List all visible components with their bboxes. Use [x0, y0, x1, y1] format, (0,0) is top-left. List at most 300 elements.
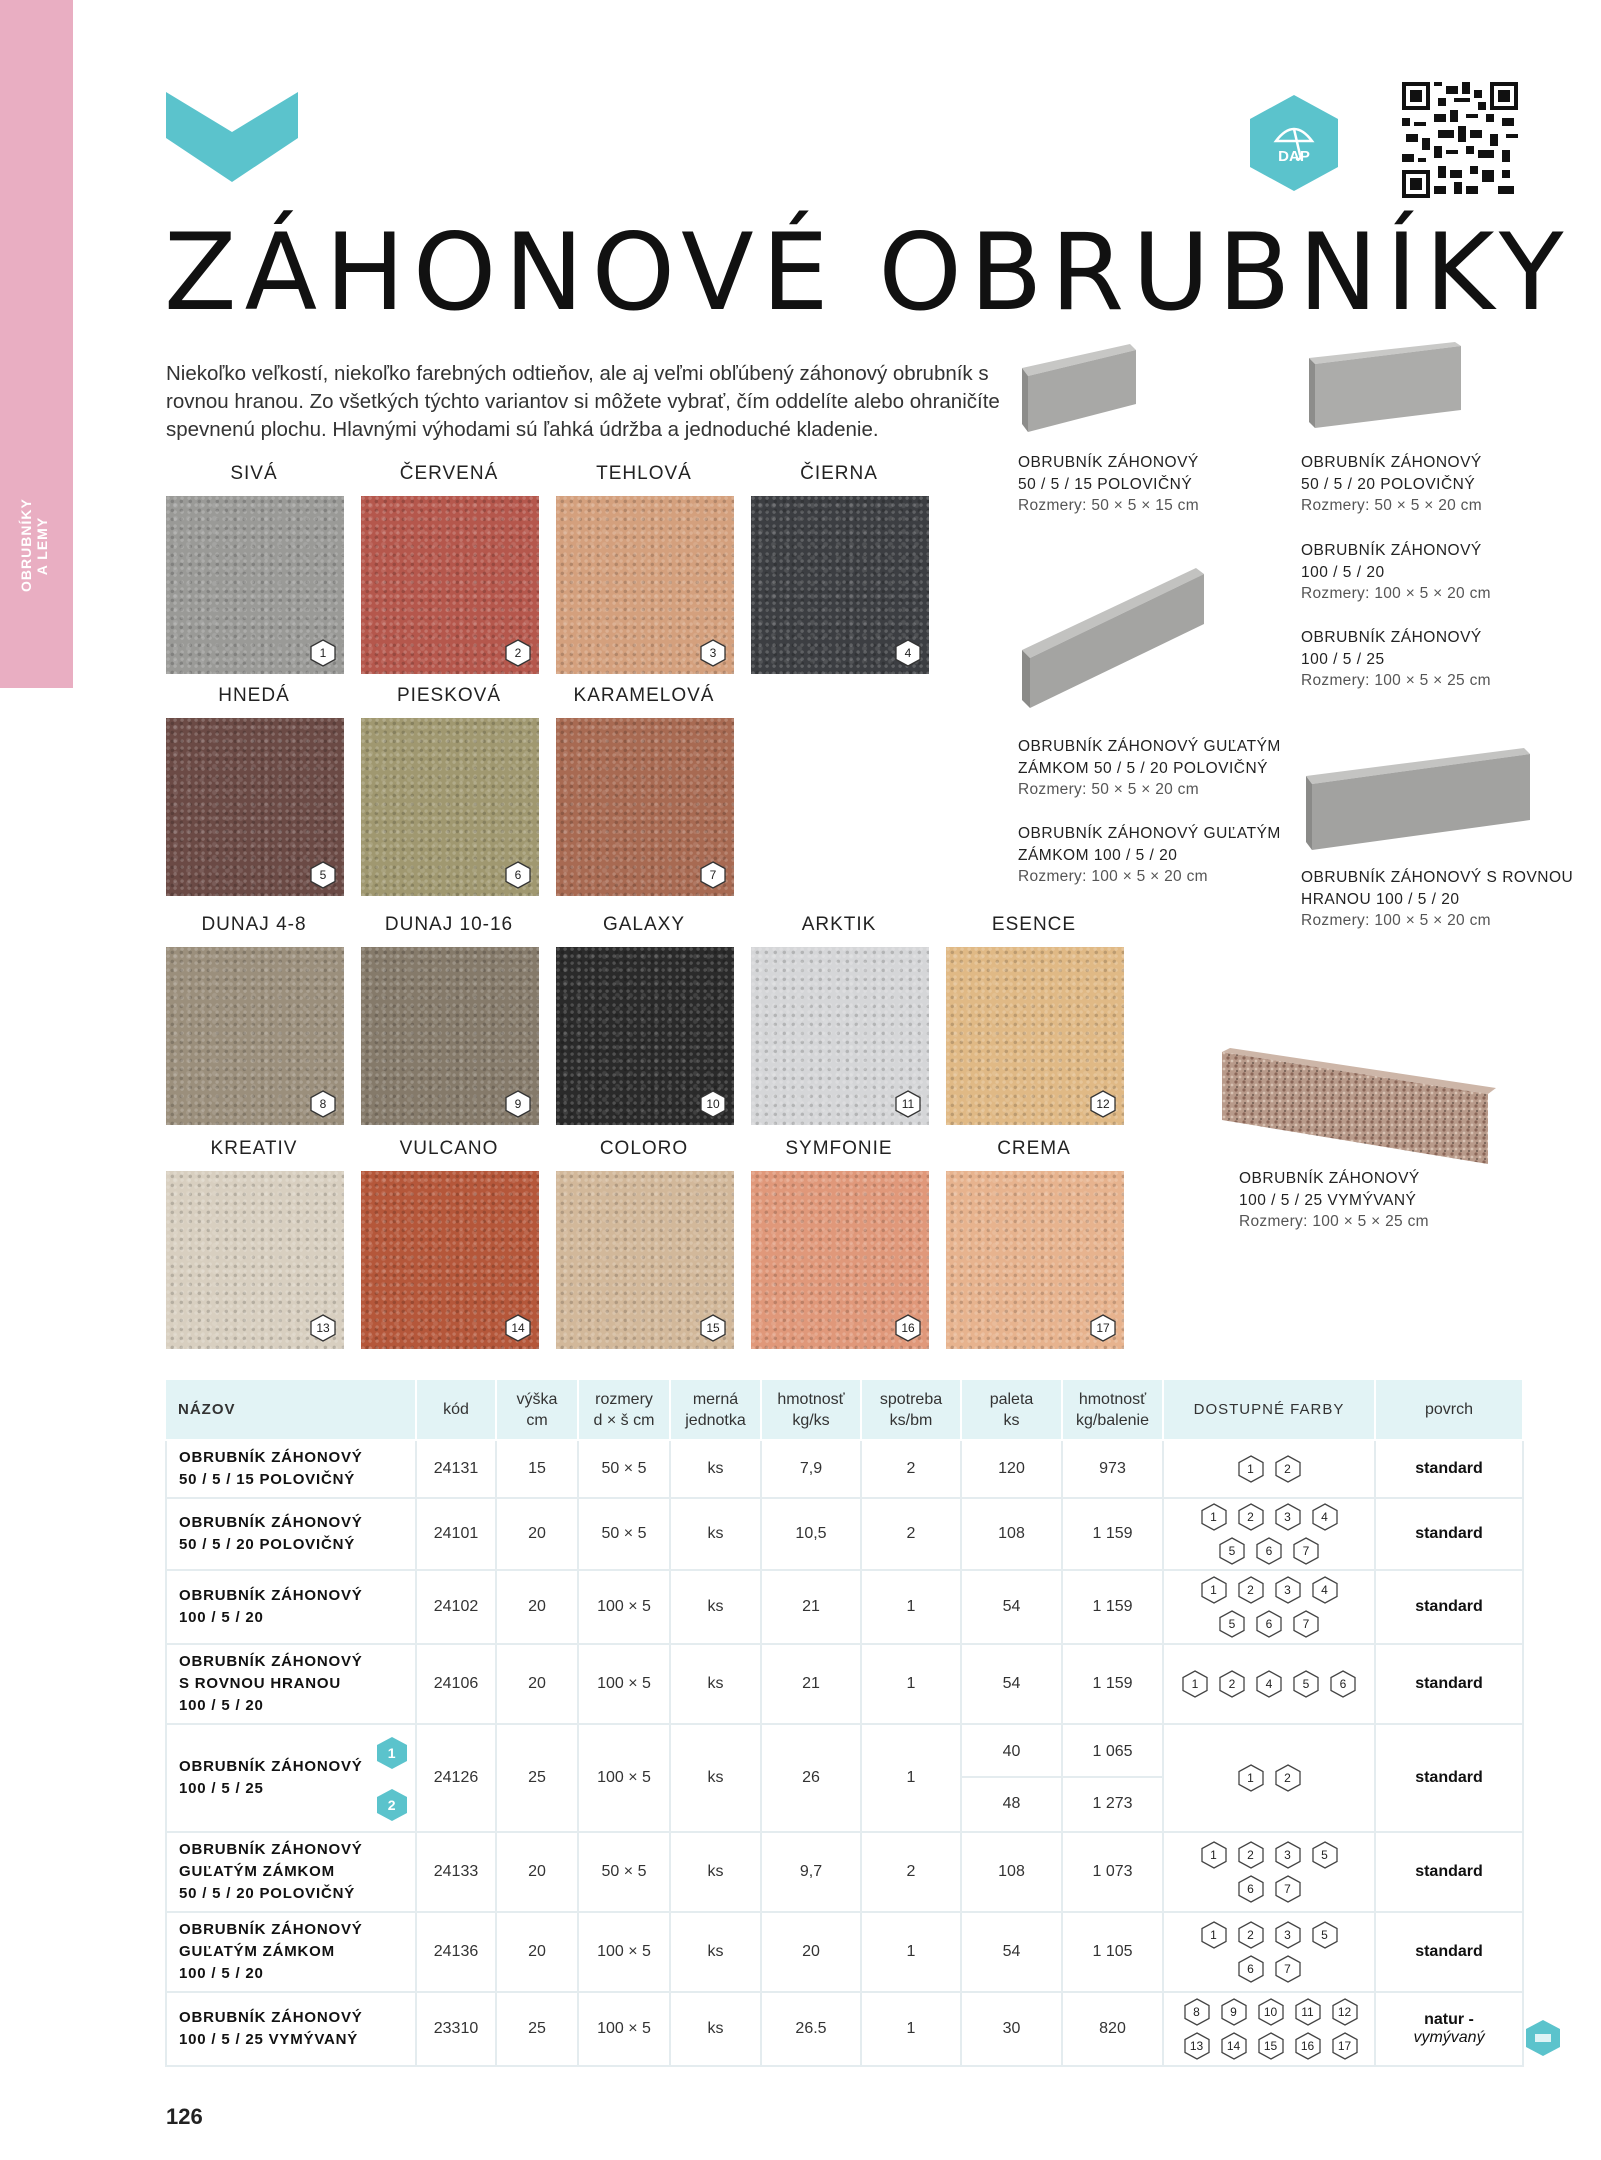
row-name: OBRUBNÍK ZÁHONOVÝ GUĽATÝM ZÁMKOM 100 / 5 / 20	[179, 1921, 363, 1982]
surface-note: vymývaný	[1413, 2029, 1485, 2046]
color-chip-number: 6	[1339, 1677, 1347, 1691]
swatch-number: 14	[511, 1321, 525, 1335]
cell-surface	[1375, 1570, 1523, 1644]
color-chip	[1181, 1670, 1209, 1698]
color-chip	[1200, 1921, 1228, 1949]
cell-consumption: 1	[861, 1912, 961, 1992]
cell-consumption: 2	[861, 1498, 961, 1570]
color-chip-number: 10	[1263, 2005, 1278, 2019]
cell-weight: 26.5	[761, 1992, 861, 2066]
color-chip-number: 16	[1300, 2039, 1315, 2053]
row-name: OBRUBNÍK ZÁHONOVÝ 100 / 5 / 20	[179, 1587, 363, 1626]
color-chip-number: 1	[1210, 1928, 1217, 1942]
color-chip	[1237, 1503, 1265, 1531]
variant-number: 2	[387, 1797, 397, 1813]
col-header-pallet: paleta ks	[961, 1380, 1062, 1440]
swatch-number: 5	[319, 868, 327, 882]
cell-code: 24133	[416, 1832, 496, 1912]
available-colors	[1181, 1499, 1357, 1569]
color-chip	[1274, 1921, 1302, 1949]
color-chip	[1183, 1998, 1211, 2026]
product-name: OBRUBNÍK ZÁHONOVÝ 50 / 5 / 15 POLOVIČNÝ	[1018, 454, 1199, 493]
surface-value: standard	[1415, 1863, 1483, 1880]
cell-code: 24102	[416, 1570, 496, 1644]
cell-colors	[1163, 1724, 1375, 1832]
cell-code: 24126	[416, 1724, 496, 1832]
color-chip	[1218, 1670, 1246, 1698]
cell-pallet: 108	[961, 1832, 1062, 1912]
cell-consumption: 2	[861, 1440, 961, 1498]
swatch-number-badge	[309, 1314, 337, 1342]
col-header-surface: povrch	[1375, 1380, 1523, 1440]
product-name: OBRUBNÍK ZÁHONOVÝ 50 / 5 / 20 POLOVIČNÝ	[1301, 454, 1482, 493]
cell-code: 24136	[416, 1912, 496, 1992]
row-name: OBRUBNÍK ZÁHONOVÝ 100 / 5 / 25	[179, 1758, 363, 1797]
color-chip-number: 12	[1337, 2005, 1352, 2019]
swatch-number: 1	[319, 646, 327, 660]
cell-code: 23310	[416, 1992, 496, 2066]
row-name-cell	[166, 1498, 416, 1570]
color-chip	[1329, 1670, 1357, 1698]
table-row	[166, 1498, 1523, 1570]
product-description	[1301, 540, 1491, 605]
color-chip-number: 2	[1247, 1848, 1254, 1862]
product-dimensions: Rozmery: 100 × 5 × 20 cm	[1301, 912, 1491, 929]
cell-surface	[1375, 1832, 1523, 1912]
swatch-label: KARAMELOVÁ	[573, 685, 715, 706]
row-name-cell	[166, 1724, 416, 1832]
color-chip	[1274, 1455, 1302, 1483]
color-chip-number: 15	[1263, 2039, 1278, 2053]
product-description	[1239, 1168, 1429, 1233]
color-chip-number: 6	[1265, 1544, 1273, 1558]
cell-consumption: 1	[861, 1570, 961, 1644]
color-chip	[1220, 2032, 1248, 2060]
swatch-number-badge	[309, 861, 337, 889]
variant-number: 1	[387, 1745, 397, 1761]
col-header-size: rozmery d × š cm	[578, 1380, 670, 1440]
color-chip	[1218, 1537, 1246, 1565]
swatch-label: DUNAJ 10-16	[384, 914, 514, 935]
cell-height: 25	[496, 1724, 578, 1832]
color-chip	[1331, 2032, 1359, 2060]
swatch-number: 8	[319, 1097, 327, 1111]
color-chip-number: 6	[1265, 1617, 1273, 1631]
cell-pack-weight	[1062, 1724, 1163, 1832]
table-row	[166, 1912, 1523, 1992]
color-chip	[1218, 1610, 1246, 1638]
color-chip	[1292, 1537, 1320, 1565]
cell-size: 50 × 5	[578, 1440, 670, 1498]
swatch-label: TEHLOVÁ	[596, 463, 692, 484]
intro-text: Niekoľko veľkostí, niekoľko farebných odtieňov, ale aj veľmi obľúbený záhonový obrubník s rovnou hranou. Zo všetkých týchto variantov si môžete vybrať, čím oddelíte alebo ohraničíte spevnenú plochu. Hlavnými výhodami sú ľahká údržba a jednoduché kladenie.	[166, 362, 1000, 441]
color-chip-number: 8	[1193, 2005, 1200, 2019]
cell-height: 20	[496, 1644, 578, 1724]
cell-unit: ks	[670, 1912, 761, 1992]
swatch-label: DUNAJ 4-8	[201, 914, 307, 935]
color-chip-number: 1	[1210, 1583, 1217, 1597]
table-row	[166, 1644, 1523, 1724]
cell-size: 100 × 5	[578, 1992, 670, 2066]
swatch-number: 11	[901, 1097, 915, 1111]
color-chip	[1274, 1841, 1302, 1869]
cell-pack-weight: 973	[1062, 1440, 1163, 1498]
row-name-cell	[166, 1832, 416, 1912]
cell-pack-weight: 1 105	[1062, 1912, 1163, 1992]
cell-height: 20	[496, 1570, 578, 1644]
product-name: OBRUBNÍK ZÁHONOVÝ 100 / 5 / 25 VYMÝVANÝ	[1239, 1170, 1420, 1209]
color-chip-number: 1	[1247, 1771, 1254, 1785]
color-chip-number: 4	[1321, 1583, 1328, 1597]
color-chip	[1292, 1610, 1320, 1638]
color-chip	[1311, 1503, 1339, 1531]
cell-value: 48	[1002, 1795, 1021, 1812]
swatch-number: 2	[514, 646, 522, 660]
col-header-weight: hmotnosť kg/ks	[761, 1380, 861, 1440]
color-chip-number: 5	[1228, 1617, 1236, 1631]
product-dimensions: Rozmery: 100 × 5 × 25 cm	[1239, 1213, 1429, 1230]
cell-height: 20	[496, 1498, 578, 1570]
cell-colors	[1163, 1498, 1375, 1570]
cell-surface	[1375, 1992, 1523, 2066]
available-colors	[1181, 1572, 1357, 1642]
product-description	[1018, 736, 1281, 801]
color-chip	[1237, 1841, 1265, 1869]
color-chip-number: 17	[1337, 2039, 1352, 2053]
available-colors	[1164, 1666, 1374, 1702]
product-image-50-5-15	[1018, 340, 1138, 435]
swatch-number: 17	[1096, 1321, 1110, 1335]
cell-pack-weight: 1 159	[1062, 1644, 1163, 1724]
variant-badge	[377, 1789, 407, 1821]
row-name: OBRUBNÍK ZÁHONOVÝ 50 / 5 / 20 POLOVIČNÝ	[179, 1514, 363, 1553]
swatch-label: GALAXY	[602, 914, 686, 935]
color-chip-number: 4	[1321, 1510, 1328, 1524]
product-dimensions: Rozmery: 100 × 5 × 20 cm	[1018, 868, 1208, 885]
variant-badge	[377, 1737, 407, 1769]
product-name: OBRUBNÍK ZÁHONOVÝ 100 / 5 / 25	[1301, 629, 1482, 668]
product-name: OBRUBNÍK ZÁHONOVÝ GUĽATÝM ZÁMKOM 50 / 5 / 20 POLOVIČNÝ	[1018, 738, 1281, 777]
color-chip	[1255, 1670, 1283, 1698]
cell-pack-weight: 1 159	[1062, 1498, 1163, 1570]
color-chip-number: 7	[1284, 1962, 1291, 1976]
color-chip	[1274, 1576, 1302, 1604]
cell-unit: ks	[670, 1992, 761, 2066]
mini-badge-icon	[1526, 2020, 1560, 2056]
row-name-cell	[166, 1440, 416, 1498]
swatch-number-badge	[309, 1090, 337, 1118]
table-body	[166, 1440, 1523, 2066]
cell-pallet: 54	[961, 1570, 1062, 1644]
table-row	[166, 1724, 1523, 1832]
swatch-number: 10	[706, 1097, 720, 1111]
page-number: 126	[166, 2104, 203, 2129]
product-description	[1018, 823, 1281, 888]
color-chip-number: 5	[1228, 1544, 1236, 1558]
swatch-number: 16	[901, 1321, 915, 1335]
cell-pack-weight: 820	[1062, 1992, 1163, 2066]
row-name-cell	[166, 1644, 416, 1724]
cell-unit: ks	[670, 1498, 761, 1570]
cell-colors	[1163, 1912, 1375, 1992]
color-chip-number: 7	[1284, 1882, 1291, 1896]
cell-height: 20	[496, 1832, 578, 1912]
color-chip	[1311, 1841, 1339, 1869]
color-chip	[1200, 1841, 1228, 1869]
table-row	[166, 1992, 1523, 2066]
cell-colors	[1163, 1570, 1375, 1644]
swatch-label: ČERVENÁ	[399, 463, 499, 484]
color-chip-number: 1	[1247, 1462, 1254, 1476]
color-chip-number: 1	[1210, 1510, 1217, 1524]
swatch-number-badge	[1089, 1090, 1117, 1118]
swatch-label: PIESKOVÁ	[396, 685, 502, 706]
cell-surface	[1375, 1498, 1523, 1570]
table-row	[166, 1440, 1523, 1498]
color-chip-number: 3	[1284, 1510, 1291, 1524]
cell-value: 1 273	[1092, 1795, 1133, 1812]
cell-height: 20	[496, 1912, 578, 1992]
col-header-code: kód	[416, 1380, 496, 1440]
color-chip	[1311, 1576, 1339, 1604]
product-dimensions: Rozmery: 100 × 5 × 20 cm	[1301, 585, 1491, 602]
dap-badge-label: DAP	[1278, 148, 1310, 165]
color-chip	[1237, 1875, 1265, 1903]
color-chip-number: 5	[1302, 1677, 1310, 1691]
row-name: OBRUBNÍK ZÁHONOVÝ 50 / 5 / 15 POLOVIČNÝ	[179, 1449, 363, 1488]
product-name: OBRUBNÍK ZÁHONOVÝ S ROVNOU HRANOU 100 / 5 / 20	[1301, 869, 1574, 908]
color-chip-number: 6	[1247, 1962, 1254, 1976]
cell-height: 25	[496, 1992, 578, 2066]
cell-unit: ks	[670, 1440, 761, 1498]
color-chip-number: 4	[1265, 1677, 1273, 1691]
swatch-number: 4	[904, 646, 912, 660]
color-chip-number: 5	[1321, 1848, 1328, 1862]
color-chip	[1200, 1503, 1228, 1531]
product-description	[1018, 452, 1199, 517]
table-header-row	[166, 1380, 1523, 1440]
product-dimensions: Rozmery: 100 × 5 × 25 cm	[1301, 672, 1491, 689]
row-name-cell	[166, 1912, 416, 1992]
color-chip	[1200, 1576, 1228, 1604]
color-chip	[1237, 1764, 1265, 1792]
surface-value: standard	[1415, 1598, 1483, 1615]
page-title: ZÁHONOVÉ OBRUBNÍKY	[164, 211, 1572, 334]
color-chip-number: 2	[1247, 1928, 1254, 1942]
table-row	[166, 1832, 1523, 1912]
swatch-number-badge	[894, 639, 922, 667]
color-chip	[1237, 1921, 1265, 1949]
table-row	[166, 1570, 1523, 1644]
swatch-number: 3	[709, 646, 717, 660]
surface-value: standard	[1415, 1769, 1483, 1786]
row-name: OBRUBNÍK ZÁHONOVÝ S ROVNOU HRANOU 100 / 5 / 20	[179, 1653, 363, 1714]
color-chip-number: 1	[1191, 1677, 1199, 1691]
color-chip-number: 7	[1302, 1617, 1310, 1631]
cell-weight: 7,9	[761, 1440, 861, 1498]
dap-badge-icon	[1250, 95, 1338, 191]
surface-value: standard	[1415, 1525, 1483, 1542]
swatch-number-badge	[504, 1314, 532, 1342]
cell-unit: ks	[670, 1724, 761, 1832]
cell-size: 50 × 5	[578, 1498, 670, 1570]
cell-weight: 10,5	[761, 1498, 861, 1570]
surface-value: standard	[1415, 1675, 1483, 1692]
color-chip	[1274, 1875, 1302, 1903]
cell-colors	[1163, 1440, 1375, 1498]
available-colors	[1181, 1837, 1357, 1907]
swatch-number-badge	[504, 861, 532, 889]
qr-code-icon[interactable]	[1402, 82, 1518, 198]
cell-pallet	[961, 1724, 1062, 1832]
swatch-number: 13	[316, 1321, 330, 1335]
cell-consumption: 1	[861, 1724, 961, 1832]
surface-value: standard	[1415, 1460, 1483, 1477]
swatch-number-badge	[699, 1314, 727, 1342]
col-header-colors: DOSTUPNÉ FARBY	[1163, 1380, 1375, 1440]
color-chip	[1237, 1576, 1265, 1604]
cell-size: 100 × 5	[578, 1644, 670, 1724]
cell-colors	[1163, 1644, 1375, 1724]
color-chip	[1294, 1998, 1322, 2026]
col-header-name: NÁZOV	[166, 1380, 416, 1440]
cell-colors	[1163, 1992, 1375, 2066]
color-chip-number: 2	[1247, 1583, 1254, 1597]
product-image-50-5-20	[1305, 338, 1465, 433]
color-chip-number: 6	[1247, 1882, 1254, 1896]
cell-value: 40	[962, 1726, 1061, 1778]
swatch-number-badge	[894, 1090, 922, 1118]
cell-pallet: 108	[961, 1498, 1062, 1570]
color-chip	[1237, 1955, 1265, 1983]
color-chip-number: 2	[1284, 1771, 1291, 1785]
color-chip-number: 3	[1284, 1928, 1291, 1942]
cell-size: 100 × 5	[578, 1570, 670, 1644]
swatch-label: KREATIV	[210, 1138, 298, 1159]
cell-size: 100 × 5	[578, 1724, 670, 1832]
color-chip	[1183, 2032, 1211, 2060]
swatch-number-badge	[699, 1090, 727, 1118]
cell-surface	[1375, 1440, 1523, 1498]
color-chip	[1257, 1998, 1285, 2026]
color-chip	[1292, 1670, 1320, 1698]
cell-surface	[1375, 1912, 1523, 1992]
cell-code: 24106	[416, 1644, 496, 1724]
color-chip-number: 1	[1210, 1848, 1217, 1862]
available-colors	[1164, 1994, 1377, 2064]
col-header-height: výška cm	[496, 1380, 578, 1440]
swatch-label: HNEDÁ	[218, 685, 290, 706]
color-chip-number: 3	[1284, 1583, 1291, 1597]
swatch-label: ESENCE	[991, 914, 1077, 935]
color-chip-number: 5	[1321, 1928, 1328, 1942]
product-table	[165, 1380, 1522, 2067]
swatch-label: COLORO	[599, 1138, 689, 1159]
product-table-grid	[165, 1380, 1524, 2067]
cell-unit: ks	[670, 1644, 761, 1724]
swatch-label: VULCANO	[399, 1138, 499, 1159]
cell-code: 24131	[416, 1440, 496, 1498]
swatch-number-badge	[504, 639, 532, 667]
chevron-icon	[166, 92, 298, 182]
color-chip	[1237, 1455, 1265, 1483]
swatch-number: 6	[514, 868, 522, 882]
swatch-label: ČIERNA	[800, 463, 878, 484]
col-header-consumption: spotreba ks/bm	[861, 1380, 961, 1440]
row-name: OBRUBNÍK ZÁHONOVÝ GUĽATÝM ZÁMKOM 50 / 5 / 20 POLOVIČNÝ	[179, 1841, 363, 1902]
color-chip-number: 3	[1284, 1848, 1291, 1862]
swatch-label: ARKTIK	[801, 914, 877, 935]
product-description	[1301, 867, 1573, 932]
side-tab-label: OBRUBNÍKY A LEMY	[18, 498, 50, 592]
col-header-unit: merná jednotka	[670, 1380, 761, 1440]
color-chip	[1331, 1998, 1359, 2026]
cell-pallet: 30	[961, 1992, 1062, 2066]
product-dimensions: Rozmery: 50 × 5 × 15 cm	[1018, 497, 1199, 514]
color-chip	[1311, 1921, 1339, 1949]
color-chip-number: 2	[1228, 1677, 1236, 1691]
cell-consumption: 1	[861, 1644, 961, 1724]
cell-consumption: 1	[861, 1992, 961, 2066]
color-chip	[1220, 1998, 1248, 2026]
swatch-number-badge	[699, 861, 727, 889]
available-colors	[1164, 1760, 1374, 1796]
color-chip-number: 7	[1302, 1544, 1310, 1558]
cell-value: 1 065	[1063, 1726, 1162, 1778]
cell-height: 15	[496, 1440, 578, 1498]
color-chip-number: 2	[1284, 1462, 1291, 1476]
color-chip	[1257, 2032, 1285, 2060]
cell-unit: ks	[670, 1570, 761, 1644]
cell-weight: 21	[761, 1644, 861, 1724]
cell-pallet: 54	[961, 1644, 1062, 1724]
color-chip-number: 14	[1226, 2039, 1241, 2053]
surface-value: natur -	[1424, 2011, 1474, 2028]
cell-pack-weight: 1 159	[1062, 1570, 1163, 1644]
product-description	[1301, 452, 1482, 517]
available-colors	[1164, 1451, 1374, 1487]
cell-code: 24101	[416, 1498, 496, 1570]
row-name-cell	[166, 1992, 416, 2066]
swatch-number: 7	[709, 868, 717, 882]
available-colors	[1181, 1917, 1357, 1987]
color-chip-number: 11	[1301, 2005, 1314, 2019]
color-chip	[1274, 1764, 1302, 1792]
color-chip	[1274, 1955, 1302, 1983]
swatch-number: 12	[1096, 1097, 1110, 1111]
cell-size: 50 × 5	[578, 1832, 670, 1912]
row-name: OBRUBNÍK ZÁHONOVÝ 100 / 5 / 25 VYMÝVANÝ	[179, 2009, 363, 2048]
side-tab-label-wrap	[10, 500, 70, 620]
swatch-label: SIVÁ	[230, 463, 278, 484]
color-chip-number: 9	[1230, 2005, 1237, 2019]
swatch-number-badge	[1089, 1314, 1117, 1342]
cell-weight: 21	[761, 1570, 861, 1644]
swatch-number-badge	[699, 639, 727, 667]
row-name-cell	[166, 1570, 416, 1644]
product-name: OBRUBNÍK ZÁHONOVÝ GUĽATÝM ZÁMKOM 100 / 5 / 20	[1018, 825, 1281, 864]
cell-colors	[1163, 1832, 1375, 1912]
cell-pack-weight: 1 073	[1062, 1832, 1163, 1912]
swatch-number: 15	[706, 1321, 720, 1335]
color-chip	[1255, 1610, 1283, 1638]
cell-pallet: 54	[961, 1912, 1062, 1992]
swatch-number-badge	[894, 1314, 922, 1342]
swatch-number-badge	[309, 639, 337, 667]
cell-pallet: 120	[961, 1440, 1062, 1498]
cell-weight: 20	[761, 1912, 861, 1992]
swatch-number: 9	[514, 1097, 522, 1111]
